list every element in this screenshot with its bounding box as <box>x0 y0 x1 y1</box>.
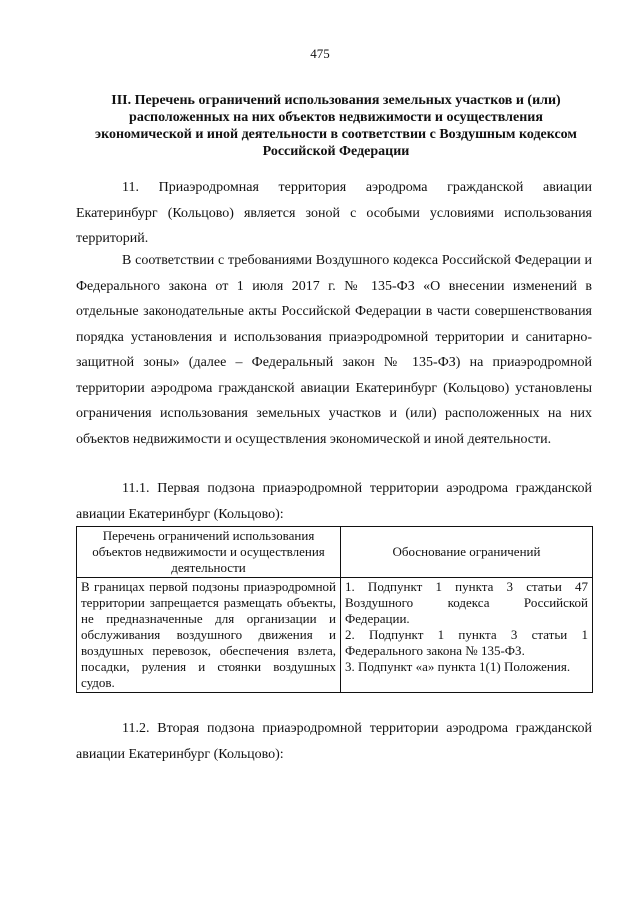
restrictions-table <box>76 526 593 693</box>
justification-item: 1. Подпункт 1 пункта 3 статьи 47 Воздушного кодекса Российской Федерации. <box>345 579 588 626</box>
paragraph-11: 11. Приаэродромная территория аэродрома гражданской авиации Екатеринбург (Кольцово) является зоной с особыми условиями использования территорий. <box>76 180 592 246</box>
paragraph-11-1: 11.1. Первая подзона приаэродромной территории аэродрома гражданской авиации Екатеринбург (Кольцово): <box>76 481 592 522</box>
paragraph-legal-basis: В соответствии с требованиями Воздушного кодекса Российской Федерации и Федерального закона от 1 июля 2017 г. № 135-ФЗ «О внесении изменений в отдельные законодательные акты Российской Федерации в части совершенствования порядка установления и использования приаэродромной территории и санитарно-защитной зоны» (далее – Федеральный закон № 135-ФЗ) на приаэродромной территории аэродрома гражданской авиации Екатеринбург (Кольцово) установлены ограничения использования земельных участков и (или) расположенных на них объектов недвижимости и осуществления экономической и иной деятельности. <box>76 253 592 447</box>
justification-cell <box>341 578 593 693</box>
table-header-row <box>77 527 593 578</box>
paragraph-11-2: 11.2. Вторая подзона приаэродромной территории аэродрома гражданской авиации Екатеринбург (Кольцово): <box>76 721 592 762</box>
restriction-cell: В границах первой подзоны приаэродромной территории запрещается размещать объекты, не предназначенные для организации и обслуживания воздушного движения и воздушных перевозок, обеспечения взлета, посадки, руления и стоянки воздушных судов. <box>77 578 341 693</box>
table-row <box>77 578 593 693</box>
page-number: 475 <box>310 46 330 61</box>
table-header-justification: Обоснование ограничений <box>341 527 593 578</box>
justification-item: 3. Подпункт «а» пункта 1(1) Положения. <box>345 659 571 674</box>
table-header-restrictions: Перечень ограничений использования объектов недвижимости и осуществления деятельности <box>77 527 341 578</box>
justification-item: 2. Подпункт 1 пункта 3 статьи 1 Федерального закона № 135-ФЗ. <box>345 627 588 658</box>
section-heading: III. Перечень ограничений использования земельных участков и (или) расположенных на них объектов недвижимости и осуществления экономической и иной деятельности в соответствии с Воздушным кодексом Российской Федерации <box>95 93 577 159</box>
